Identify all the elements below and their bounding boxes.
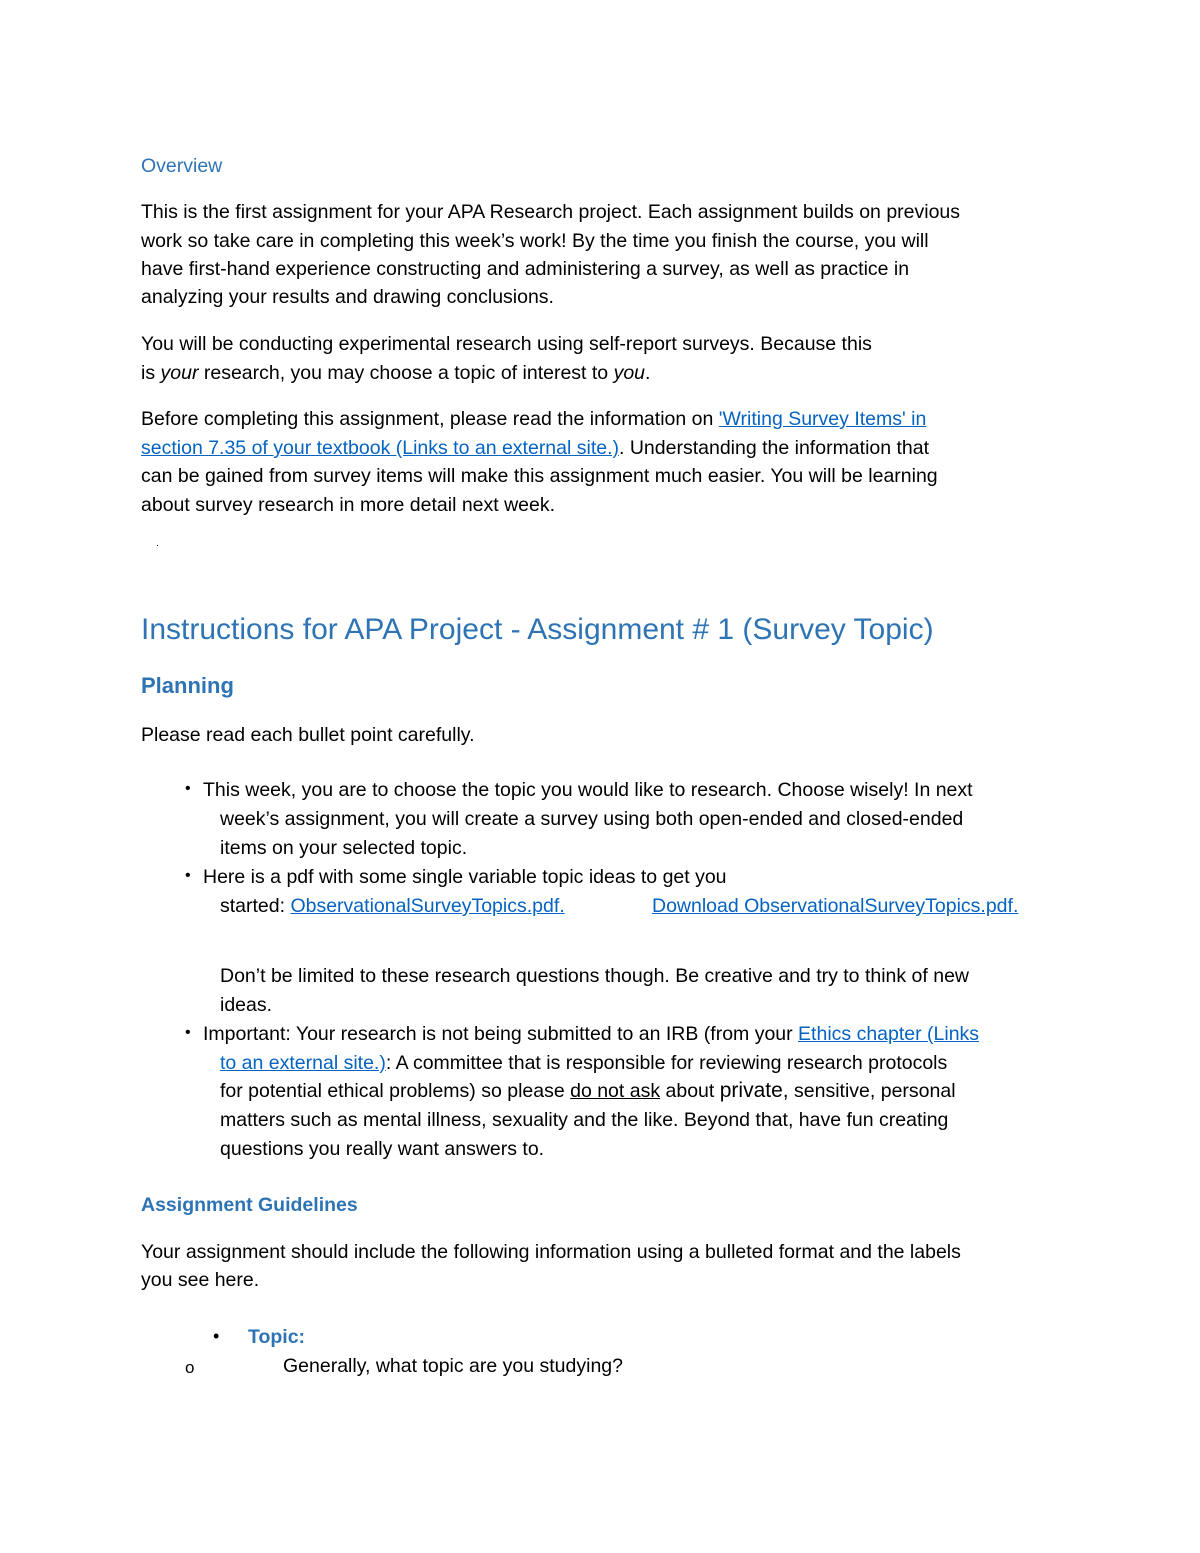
overview-p1-line2: work so take care in completing this week’s work! By the time you finish the course, you will: [141, 230, 929, 252]
writing-survey-items-link[interactable]: 'Writing Survey Items' in: [718, 408, 927, 430]
b3-line3-c: sensitive, personal: [788, 1080, 956, 1102]
p2-italic-your: your: [160, 362, 199, 384]
planning-intro: Please read each bullet point carefully.: [141, 724, 475, 746]
bullet-1-line3: items on your selected topic.: [220, 837, 468, 859]
bullet-2-line4: ideas.: [220, 994, 273, 1016]
p3-text-before: Before completing this assignment, please read the information on: [141, 408, 719, 430]
b2-started-text: started:: [220, 895, 291, 917]
ethics-chapter-link[interactable]: Ethics chapter (Links: [798, 1023, 980, 1045]
bullet-1-line2: week’s assignment, you will create a survey using both open-ended and closed-ended: [220, 808, 964, 830]
private-text: private,: [719, 1079, 789, 1102]
ethics-external-site-link[interactable]: to an external site.): [220, 1052, 386, 1074]
do-not-ask-underlined: do not ask: [570, 1080, 661, 1102]
b3-line3-b: about: [660, 1080, 720, 1102]
download-link-wrap: [652, 892, 1018, 920]
overview-p3-line2: [141, 434, 929, 462]
section-7-35-link[interactable]: section 7.35 of your textbook (Links to an external site.): [141, 437, 620, 459]
b3-text-before: Important: Your research is not being submitted to an IRB (from your: [203, 1023, 799, 1045]
guidelines-intro-line2: you see here.: [141, 1269, 260, 1291]
bullet-1-line1: This week, you are to choose the topic you would like to research. Choose wisely! In next: [203, 779, 973, 801]
bullet-3-line2: [220, 1049, 947, 1077]
topic-bullet-dot: •: [213, 1326, 220, 1346]
bullet-3-line4: matters such as mental illness, sexuality and the like. Beyond that, have fun creating: [220, 1109, 949, 1131]
overview-p1-line3: have first-hand experience constructing and administering a survey, as well as practice in: [141, 258, 910, 280]
download-observational-survey-topics-link[interactable]: Download ObservationalSurveyTopics.pdf.: [652, 895, 1019, 917]
guidelines-intro-line1: Your assignment should include the following information using a bulleted format and the labels: [141, 1241, 961, 1263]
topic-sub-marker: o: [185, 1358, 195, 1377]
bullet-3-line5: questions you really want answers to.: [220, 1138, 545, 1160]
p2-text-end: .: [645, 362, 651, 384]
overview-p2-line1: You will be conducting experimental research using self-report surveys. Because this: [141, 333, 872, 355]
observational-survey-topics-link[interactable]: ObservationalSurveyTopics.pdf.: [290, 895, 565, 917]
overview-p3-line1: [141, 405, 926, 433]
bullet-3-line3: [220, 1077, 956, 1105]
stray-dot: .: [156, 538, 159, 549]
topic-question: Generally, what topic are you studying?: [283, 1355, 623, 1377]
b3-text-after: : A committee that is responsible for reviewing research protocols: [385, 1052, 948, 1074]
bullet-3-dot: •: [185, 1024, 191, 1041]
p2-text-is: is: [141, 362, 161, 384]
p2-italic-you: you: [613, 362, 646, 384]
bullet-1-dot: •: [185, 780, 191, 797]
overview-p2-line2: [141, 359, 650, 387]
bullet-2-line3: Don’t be limited to these research questions though. Be creative and try to think of new: [220, 965, 970, 987]
bullet-2-line2: [220, 892, 565, 920]
planning-heading: Planning: [141, 673, 234, 698]
p3-text-after: . Understanding the information that: [619, 437, 930, 459]
b3-line3-a: for potential ethical problems) so please: [220, 1080, 571, 1102]
overview-p3-line4: about survey research in more detail next week.: [141, 494, 556, 516]
bullet-3-line1: [203, 1020, 979, 1048]
bullet-2-dot: •: [185, 867, 191, 884]
instructions-title: Instructions for APA Project - Assignment # 1 (Survey Topic): [141, 613, 934, 646]
topic-label: Topic:: [248, 1326, 306, 1348]
guidelines-heading: Assignment Guidelines: [141, 1194, 358, 1216]
p2-text-mid: research, you may choose a topic of interest to: [198, 362, 614, 384]
overview-p1-line1: This is the first assignment for your APA Research project. Each assignment builds on previous: [141, 201, 961, 223]
overview-p1-line4: analyzing your results and drawing conclusions.: [141, 286, 554, 308]
overview-p3-line3: can be gained from survey items will make this assignment much easier. You will be learning: [141, 465, 938, 487]
overview-heading: Overview: [141, 155, 223, 177]
bullet-2-line1: Here is a pdf with some single variable topic ideas to get you: [203, 866, 727, 888]
